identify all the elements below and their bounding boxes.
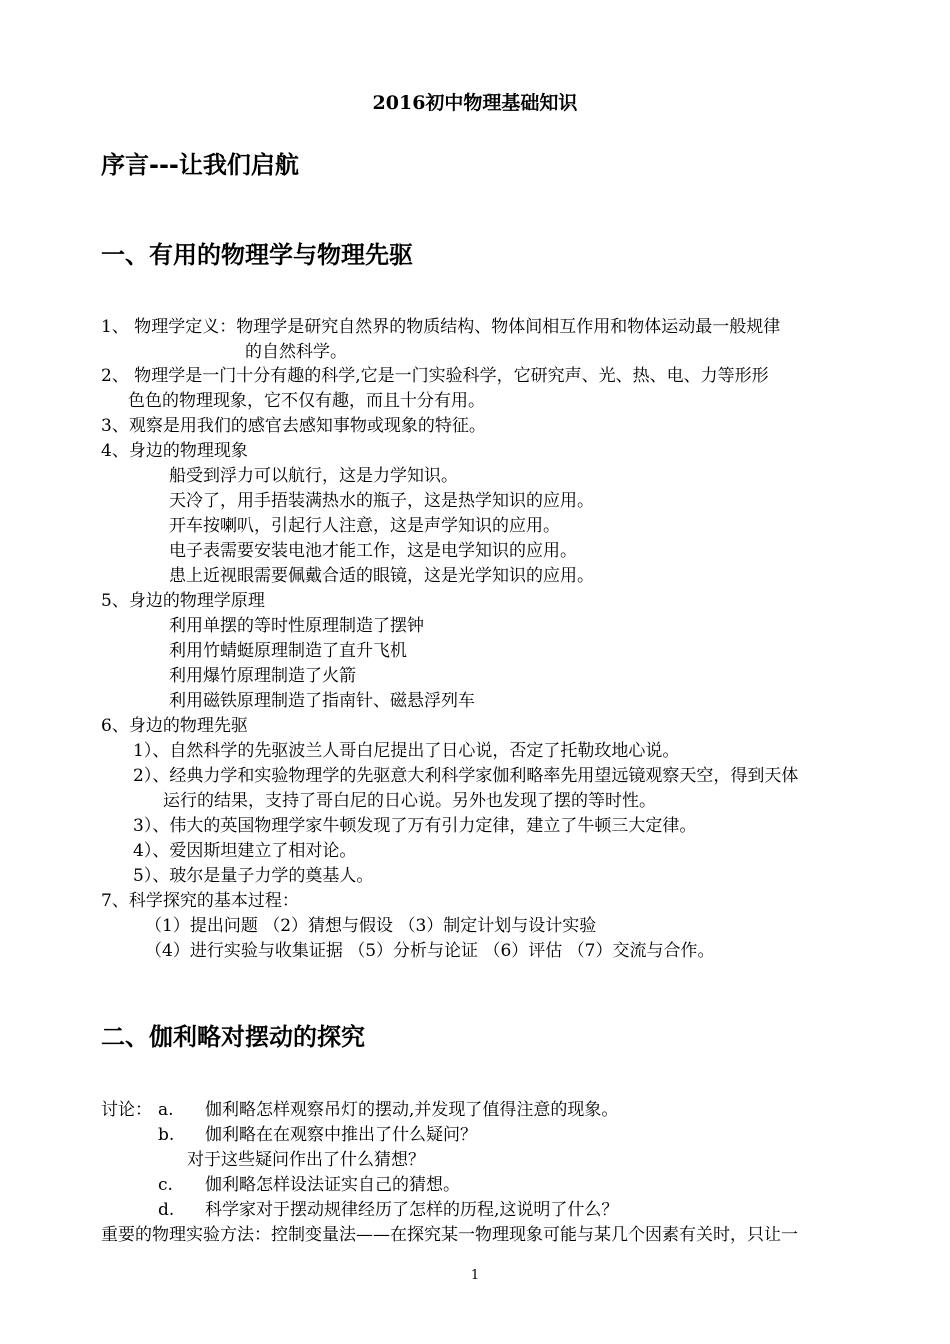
item4-line: 电子表需要安装电池才能工作，这是电学知识的应用。 <box>169 541 577 561</box>
question-b-label: b. <box>158 1125 175 1145</box>
item7-steps-line2: （4）进行实验与收集证据 （5）分析与论证 （6）评估 （7）交流与合作。 <box>145 941 715 961</box>
item7-heading: 7、科学探究的基本过程： <box>101 891 299 911</box>
question-c-label: c. <box>158 1175 173 1195</box>
question-c-text: 伽利略怎样设法证实自己的猜想。 <box>205 1175 460 1195</box>
item3: 3、观察是用我们的感官去感知事物或现象的特征。 <box>101 416 486 436</box>
question-a-label: a. <box>158 1100 174 1120</box>
item5-heading: 5、身边的物理学原理 <box>101 591 265 611</box>
question-d-text: 科学家对于摆动规律经历了怎样的历程,这说明了什么？ <box>205 1200 619 1220</box>
question-a-text: 伽利略怎样观察吊灯的摆动,并发现了值得注意的现象。 <box>205 1100 619 1120</box>
method-line: 重要的物理实验方法：控制变量法——在探究某一物理现象可能与某几个因素有关时，只让一 <box>101 1225 798 1245</box>
item5-line: 利用磁铁原理制造了指南针、磁悬浮列车 <box>169 691 475 711</box>
item2-line1: 2、 物理学是一门十分有趣的科学,它是一门实验科学，它研究声、光、热、电、力等形形 <box>101 366 769 386</box>
item4-heading: 4、身边的物理现象 <box>101 441 248 461</box>
discuss-label: 讨论： <box>101 1100 152 1120</box>
item1-line2: 的自然科学。 <box>245 342 347 362</box>
item5-line: 利用竹蜻蜓原理制造了直升飞机 <box>169 641 407 661</box>
section1-heading: 一、有用的物理学与物理先驱 <box>101 241 413 269</box>
page-number: 1 <box>470 1268 480 1283</box>
item6-1: 1）、自然科学的先驱波兰人哥白尼提出了日心说，否定了托勒玫地心说。 <box>133 741 680 761</box>
item1-line1: 1、 物理学定义：物理学是研究自然界的物质结构、物体间相互作用和物体运动最一般规律 <box>101 317 781 337</box>
item6-5: 5）、玻尔是量子力学的奠基人。 <box>133 866 374 886</box>
preface-heading: 序言---让我们启航 <box>101 151 299 179</box>
item5-line: 利用爆竹原理制造了火箭 <box>169 666 356 686</box>
question-d-label: d. <box>158 1200 175 1220</box>
item6-3: 3）、伟大的英国物理学家牛顿发现了万有引力定律，建立了牛顿三大定律。 <box>133 816 697 836</box>
item6-2-line2: 运行的结果，支持了哥白尼的日心说。另外也发现了摆的等时性。 <box>163 791 656 811</box>
item7-steps-line1: （1）提出问题 （2）猜想与假设 （3）制定计划与设计实验 <box>145 916 597 936</box>
item2-line2: 色色的物理现象，它不仅有趣，而且十分有用。 <box>128 391 485 411</box>
page-title: 2016初中物理基础知识 <box>372 92 578 114</box>
question-b-text2: 对于这些疑问作出了什么猜想？ <box>187 1150 425 1170</box>
item4-line: 天冷了，用手捂装满热水的瓶子，这是热学知识的应用。 <box>169 491 594 511</box>
item6-heading: 6、身边的物理先驱 <box>101 716 248 736</box>
item4-line: 开车按喇叭，引起行人注意，这是声学知识的应用。 <box>169 516 560 536</box>
section2-heading: 二、伽利略对摆动的探究 <box>101 1023 365 1051</box>
item4-line: 船受到浮力可以航行，这是力学知识。 <box>169 466 458 486</box>
item5-line: 利用单摆的等时性原理制造了摆钟 <box>169 616 424 636</box>
item4-line: 患上近视眼需要佩戴合适的眼镜，这是光学知识的应用。 <box>169 566 594 586</box>
item6-2-line1: 2）、经典力学和实验物理学的先驱意大利科学家伽利略率先用望远镜观察天空，得到天体 <box>133 766 799 786</box>
item6-4: 4）、爱因斯坦建立了相对论。 <box>133 841 357 861</box>
question-b-text: 伽利略在在观察中推出了什么疑问？ <box>205 1125 477 1145</box>
